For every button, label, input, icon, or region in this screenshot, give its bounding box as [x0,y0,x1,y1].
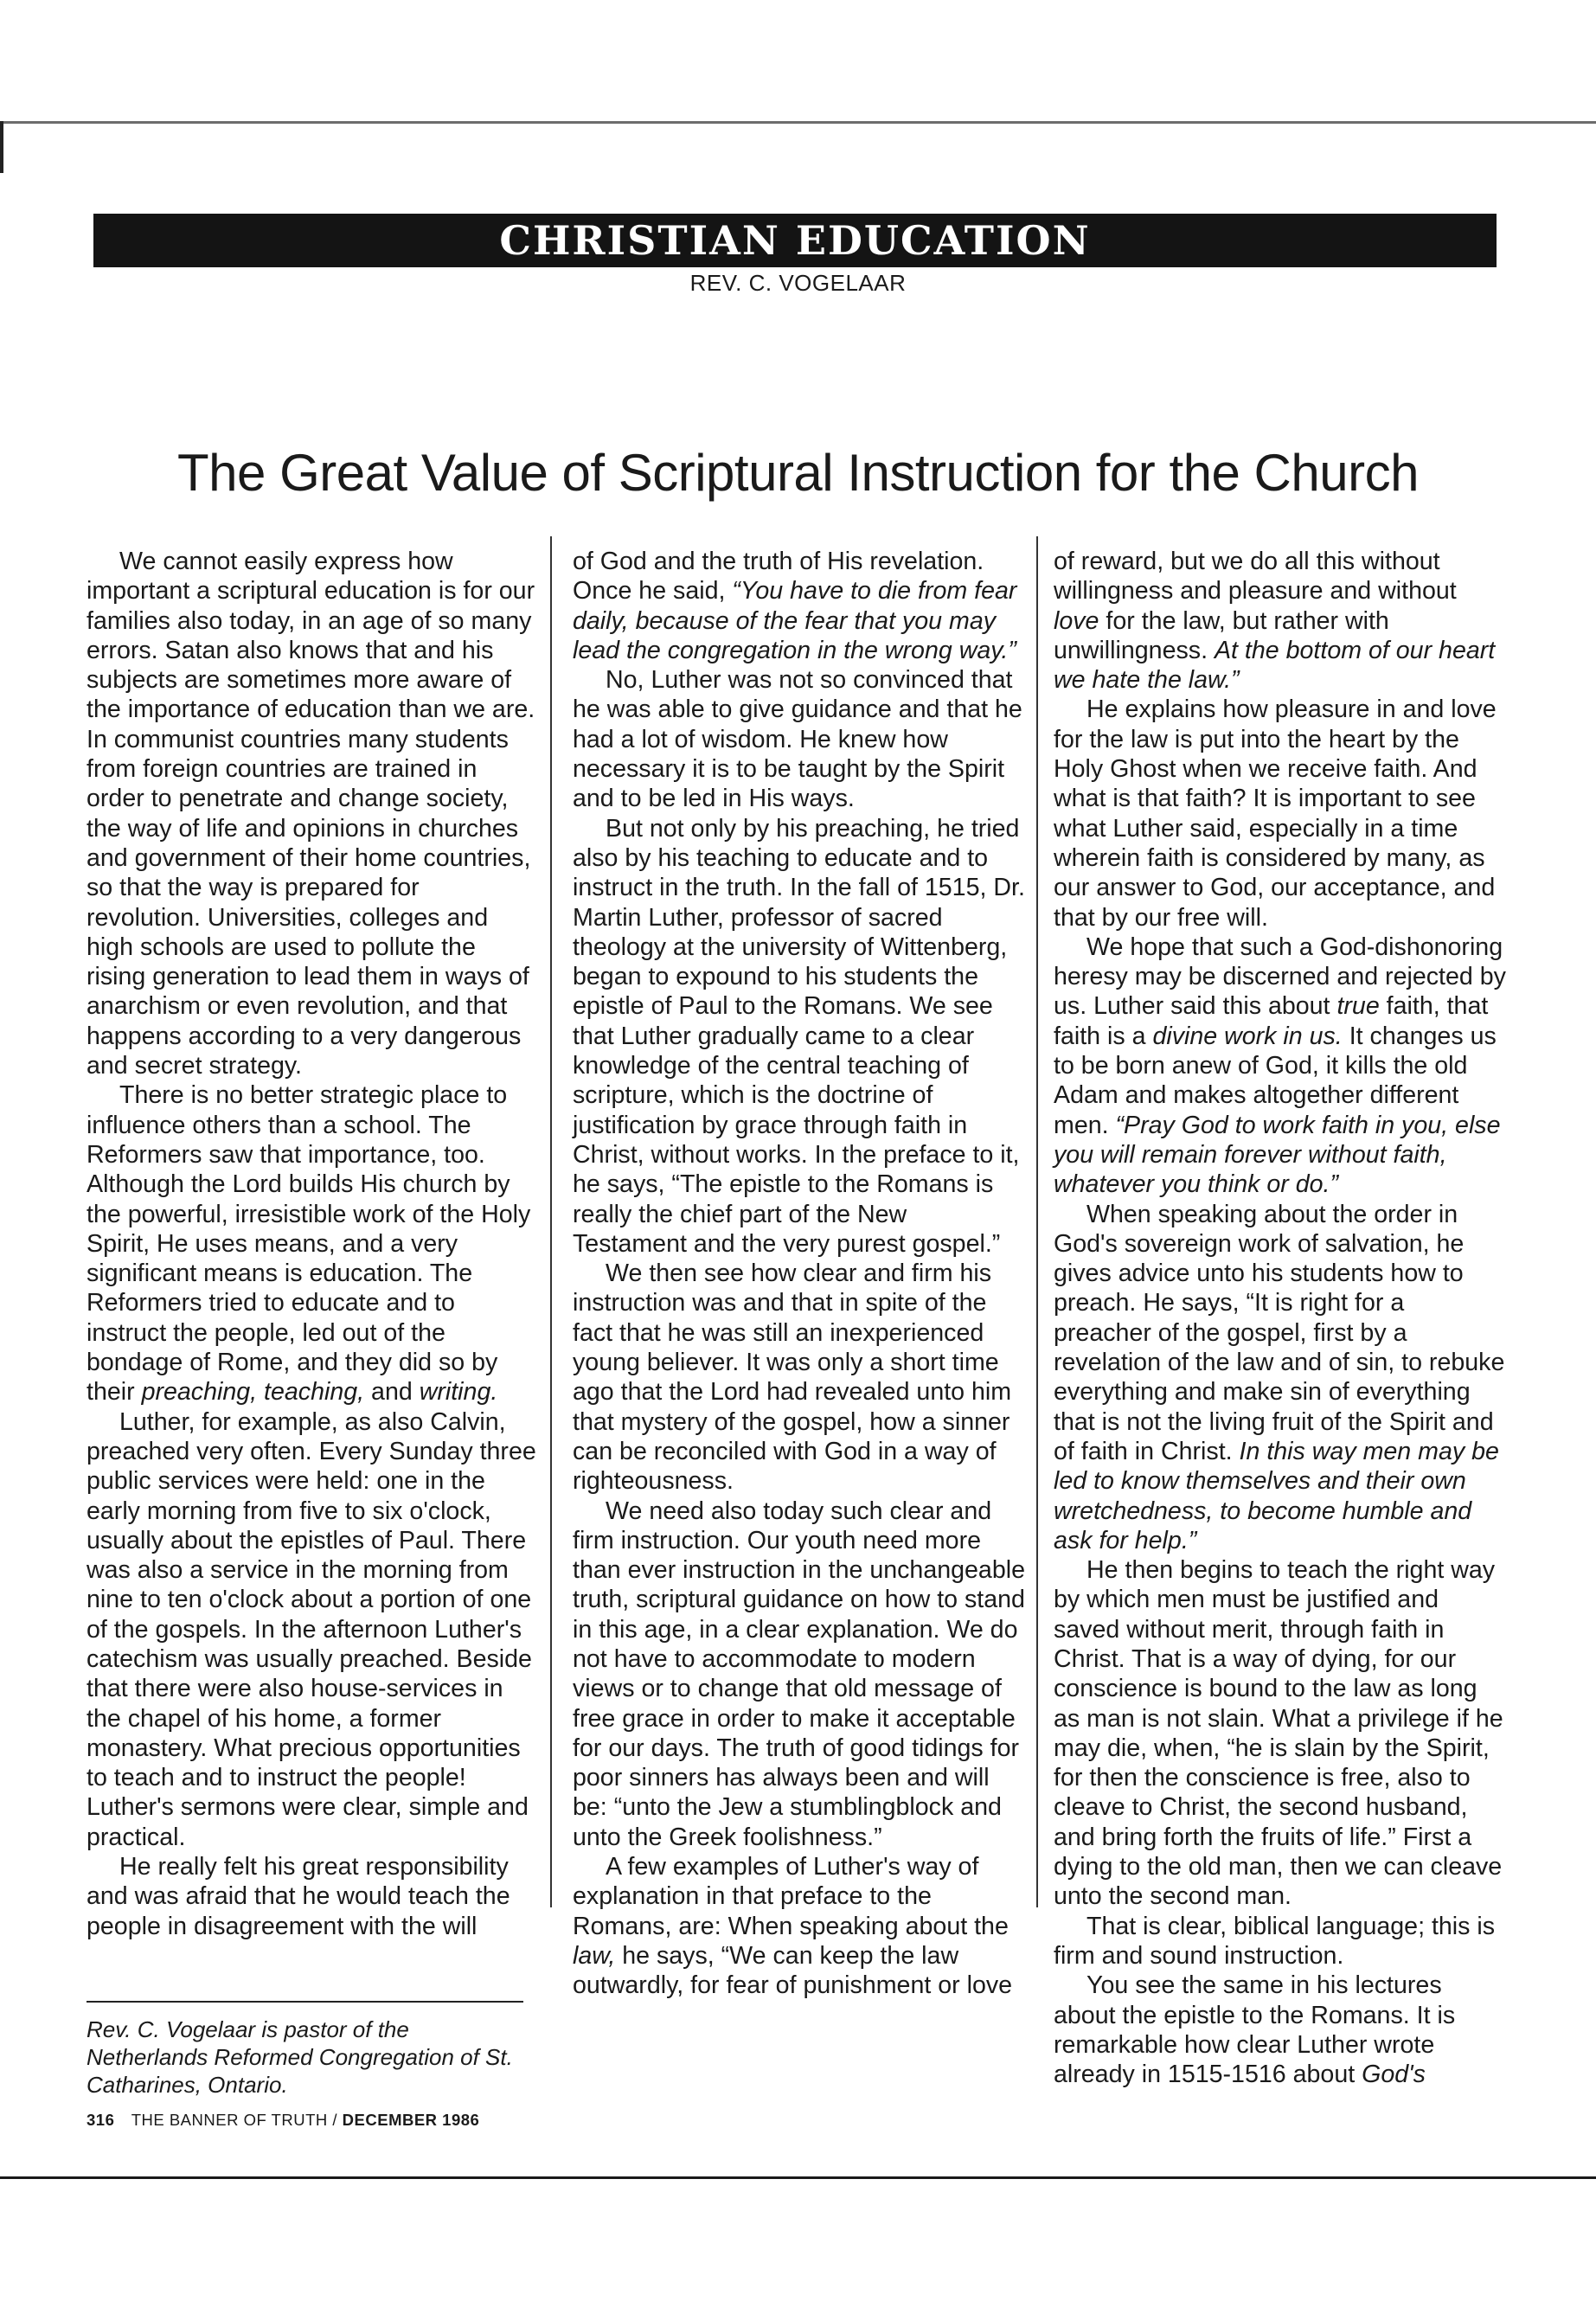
paragraph: We cannot easily express how important a scriptural education is for our families also today, in an age of so many errors. Satan also knows that and his subjects are sometimes more aware of the importance of education than we are. In communist countries many students from foreign countries are trained in order to penetrate and change society, the way of life and opinions in churches and government of their home countries, so that the way is prepared for revolution. Universities, colleges and high schools are used to pollute the rising generation to lead them in ways of anarchism or even revolution, and that happens according to a very dangerous and secret strategy. [87,548,535,1080]
paragraph: But not only by his preaching, he tried also by his teaching to educate and to instruct in the truth. In the fall of 1515, Dr. Martin Luther, professor of sacred theology at the university of Wittenberg, began to expound to his students the epistle of Paul to the Romans. We see that Luther gradually came to a clear knowledge of the central teaching of scripture, which is the doctrine of justification by grace through faith in Christ, without works. In the preface to it, he says, “The epistle to the Romans is really the chief part of the New Testament and the very purest gospel.” [573,814,1025,1258]
paragraph: We then see how clear and firm his instruction was and that in spite of the fact that he was still an inexperienced young believer. It was only a short time ago that the Lord had revealed unto him that mystery of the gospel, how a sinner can be reconciled with God in a way of righteousness. [573,1259,1012,1496]
author-byline: REV. C. VOGELAAR [689,270,907,296]
column-1 [87,547,540,1941]
paragraph: You see the same in his lectures about the epistle to the Romans. It is remarkable how clear Luther wrote already in 1515-1516 about God's [1054,1971,1456,2089]
author-footnote: Rev. C. Vogelaar is pastor of the Netherlands Reformed Congregation of St. Catharines, Ontario. [87,2016,513,2098]
column-3 [1054,547,1507,2089]
paragraph: He explains how pleasure in and love for the law is put into the heart by the Holy Ghost when we receive faith. And what is that faith? It is important to see what Luther said, especially in a time wherein faith is considered by many, as our answer to God, our acceptance, and that by our free will. [1054,695,1497,932]
paragraph: When speaking about the order in God's sovereign work of salvation, he gives advice unto his students how to preach. He says, “It is right for a preacher of the gospel, first by a revelation of the law and of sin, to rebuke everything and make sin of everything that is not the living fruit of the Spirit and of faith in Christ. In this way men may be led to know themselves and their own wretchedness, to become humble and ask for help.” [1054,1200,1505,1554]
page-number: 316 [87,2111,115,2129]
column-divider-1 [550,536,552,1907]
left-edge-mark [0,121,3,173]
paragraph: That is clear, biblical language; this is firm and sound instruction. [1054,1912,1496,1970]
column-divider-2 [1036,536,1038,1907]
publication-name: THE BANNER OF TRUTH / [131,2111,338,2129]
paragraph: A few examples of Luther's way of explanation in that preface to the Romans, are: When speaking about the law, he says, “We can keep the law outwardly, for fear of punishment or love [573,1853,1013,2000]
footnote-rule [87,2001,523,2003]
paragraph: We need also today such clear and firm instruction. Our youth need more than ever instruction in the unchangeable truth, scriptural guidance on how to stand in this age, in a clear explanation. We do not have to accommodate to modern views or to change that old message of free grace in order to make it acceptable for our days. The truth of good tidings for poor sinners has always been and will be: “unto the Jew a stumblingblock and unto the Greek foolishness.” [573,1497,1025,1851]
column-2 [573,547,1026,2001]
paragraph: We hope that such a God-dishonoring heresy may be discerned and rejected by us. Luther said this about true faith, that faith is a divine work in us. It changes us to be born anew of God, it kills the old Adam and makes altogether different men. “Pray God to work faith in you, else you will remain forever without faith, whatever you think or do.” [1054,933,1506,1199]
paragraph: Luther, for example, as also Calvin, preached very often. Every Sunday three public services were held: one in the early morning from five to six o'clock, usually about the epistles of Paul. There was also a service in the morning from nine to ten o'clock about a portion of one of the gospels. In the afternoon Luther's catechism was usually preached. Beside that there were also house-services in the chapel of his home, a former monastery. What precious opportunities to teach and to instruct the people! Luther's sermons were clear, simple and practical. [87,1407,536,1851]
issue-date: DECEMBER 1986 [342,2111,480,2129]
page-footer [87,2111,606,2130]
article-title: The Great Value of Scriptural Instruction for the Church [177,444,1419,502]
paragraph: He really felt his great responsibility and was afraid that he would teach the people in disagreement with the will [87,1853,510,1940]
paragraph: He then begins to teach the right way by which men must be justified and saved without merit, through faith in Christ. That is a way of dying, for our conscience is bound to the law as long as man is not slain. What a privilege if he may die, when, “he is slain by the Spirit, for then the conscience is free, also to cleave to Christ, the second husband, and bring forth the fruits of life.” First a dying to the old man, then we can cleave unto the second man. [1054,1556,1503,1911]
bottom-rule [0,2176,1596,2179]
paragraph: There is no better strategic place to influence others than a school. The Reformers saw that importance, too. Although the Lord builds His church by the powerful, irresistible work of the Holy Spirit, He uses means, and a very significant means is education. The Reformers tried to educate and to instruct the people, led out of the bondage of Rome, and they did so by their preaching, teaching, and writing. [87,1081,531,1407]
section-banner: CHRISTIAN EDUCATION [93,214,1497,267]
paragraph: of reward, but we do all this without willingness and pleasure and without love for the law, but rather with unwillingness. At the bottom of our heart we hate the law.” [1054,548,1496,695]
paragraph: of God and the truth of His revelation. Once he said, “You have to die from fear daily, because of the fear that you may lead the congregation in the wrong way.” [573,548,1017,664]
top-rule [0,121,1596,124]
paragraph: No, Luther was not so convinced that he was able to give guidance and that he had a lot of wisdom. He knew how necessary it is to be taught by the Spirit and to be led in His ways. [573,666,1022,813]
